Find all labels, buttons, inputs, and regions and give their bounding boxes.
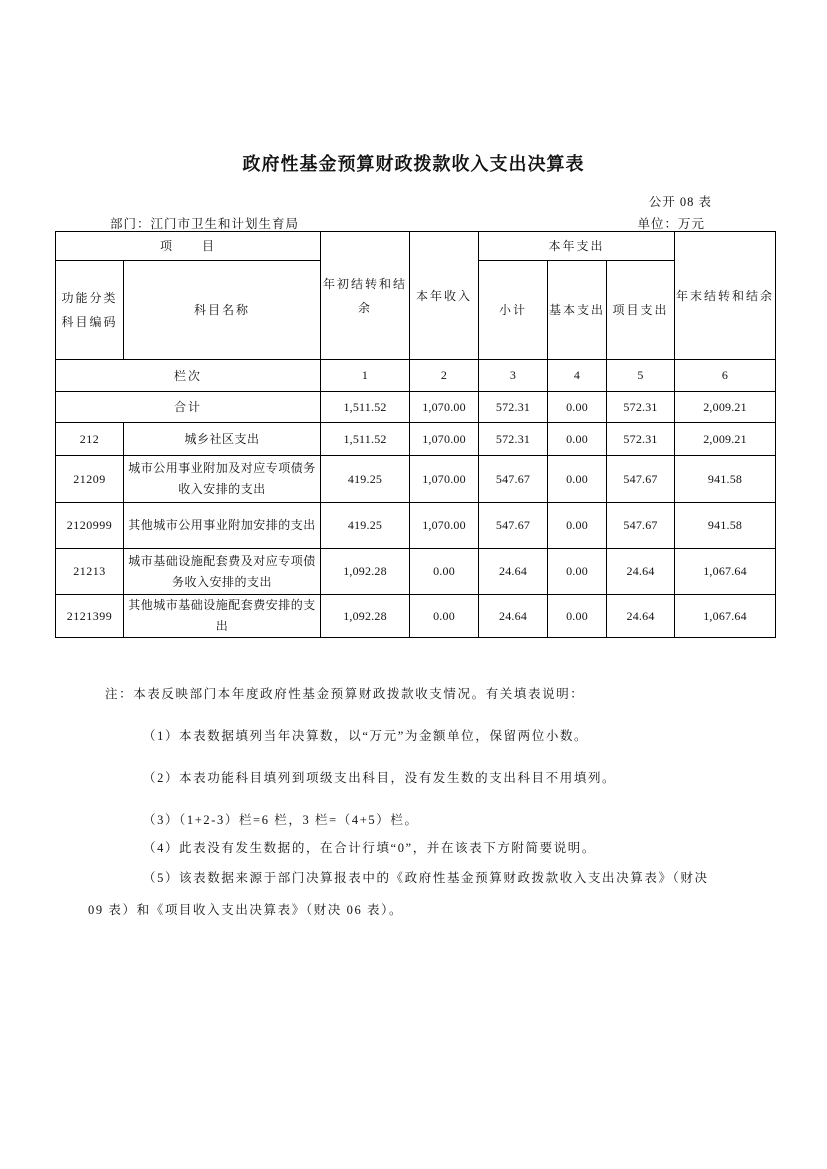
value-cell: 547.67 (607, 456, 675, 503)
code-cell: 2121399 (56, 595, 124, 638)
value-cell: 24.64 (607, 549, 675, 595)
header-current-expenditure-group: 本年支出 (479, 232, 675, 261)
value-cell: 1,070.00 (410, 423, 479, 456)
column-index-6: 6 (675, 360, 776, 392)
value-cell: 1,067.64 (675, 595, 776, 638)
note-item-5-continuation: 09 表）和《项目收入支出决算表》（财决 06 表）。 (88, 903, 404, 917)
total-row (56, 392, 776, 423)
column-index-label: 栏次 (56, 360, 321, 392)
value-cell: 0.00 (548, 595, 607, 638)
header-item-group: 项 目 (56, 232, 321, 261)
value-cell: 547.67 (607, 503, 675, 549)
column-index-2: 2 (410, 360, 479, 392)
note-item-3: （3）（1+2-3）栏=6 栏，3 栏=（4+5）栏。 (143, 813, 419, 827)
department-label: 部门：江门市卫生和计划生育局 (110, 217, 300, 231)
column-index-row (56, 360, 776, 392)
code-cell: 21209 (56, 456, 124, 503)
note-item-2: （2）本表功能科目填列到项级支出科目，没有发生数的支出科目不用填列。 (143, 771, 617, 785)
header-subtotal: 小计 (479, 261, 548, 360)
note-item-4: （4）此表没有发生数据的，在合计行填“0”，并在该表下方附简要说明。 (143, 841, 596, 855)
header-subject-name: 科目名称 (124, 261, 321, 360)
value-cell: 419.25 (321, 503, 410, 549)
code-cell: 212 (56, 423, 124, 456)
header-function-code: 功能分类科目编码 (56, 261, 124, 360)
value-cell: 0.00 (548, 549, 607, 595)
header-opening-balance: 年初结转和结余 (321, 232, 410, 360)
unit-label: 单位：万元 (637, 217, 705, 231)
header-closing-balance: 年末结转和结余 (675, 232, 776, 360)
value-cell: 572.31 (607, 423, 675, 456)
value-cell: 1,070.00 (410, 456, 479, 503)
note-intro: 注：本表反映部门本年度政府性基金预算财政拨款收支情况。有关填表说明： (105, 687, 585, 701)
value-cell: 0.00 (410, 549, 479, 595)
value-cell: 24.64 (607, 595, 675, 638)
value-cell: 941.58 (675, 503, 776, 549)
value-cell: 1,070.00 (410, 503, 479, 549)
value-cell: 419.25 (321, 456, 410, 503)
table-row (56, 549, 776, 595)
name-cell: 城乡社区支出 (124, 423, 321, 456)
table-row (56, 503, 776, 549)
header-current-income: 本年收入 (410, 232, 479, 360)
value-cell: 941.58 (675, 456, 776, 503)
table-row (56, 423, 776, 456)
column-index-1: 1 (321, 360, 410, 392)
total-label: 合计 (56, 392, 321, 423)
header-basic-expenditure: 基本支出 (548, 261, 607, 360)
name-cell: 城市基础设施配套费及对应专项债务收入安排的支出 (124, 549, 321, 595)
total-value-1: 1,511.52 (321, 392, 410, 423)
table-code-label: 公开 08 表 (648, 195, 712, 209)
column-index-3: 3 (479, 360, 548, 392)
value-cell: 0.00 (548, 456, 607, 503)
value-cell: 1,092.28 (321, 595, 410, 638)
value-cell: 547.67 (479, 503, 548, 549)
value-cell: 547.67 (479, 456, 548, 503)
total-value-2: 1,070.00 (410, 392, 479, 423)
budget-table (55, 231, 776, 638)
note-item-5: （5）该表数据来源于部门决算报表中的《政府性基金预算财政拨款收入支出决算表》（财决 (143, 871, 709, 885)
value-cell: 0.00 (410, 595, 479, 638)
total-value-6: 2,009.21 (675, 392, 776, 423)
note-item-1: （1）本表数据填列当年决算数，以“万元”为金额单位，保留两位小数。 (143, 729, 589, 743)
value-cell: 2,009.21 (675, 423, 776, 456)
total-value-4: 0.00 (548, 392, 607, 423)
table-row (56, 456, 776, 503)
column-index-4: 4 (548, 360, 607, 392)
code-cell: 21213 (56, 549, 124, 595)
value-cell: 1,067.64 (675, 549, 776, 595)
name-cell: 其他城市公用事业附加安排的支出 (124, 503, 321, 549)
table-row (56, 595, 776, 638)
value-cell: 24.64 (479, 595, 548, 638)
name-cell: 其他城市基础设施配套费安排的支出 (124, 595, 321, 638)
header-project-expenditure: 项目支出 (607, 261, 675, 360)
column-index-5: 5 (607, 360, 675, 392)
value-cell: 0.00 (548, 503, 607, 549)
page-title: 政府性基金预算财政拨款收入支出决算表 (242, 154, 585, 174)
header-row-1 (56, 232, 776, 261)
total-value-5: 572.31 (607, 392, 675, 423)
value-cell: 1,092.28 (321, 549, 410, 595)
total-value-3: 572.31 (479, 392, 548, 423)
code-cell: 2120999 (56, 503, 124, 549)
notes-section (88, 686, 768, 919)
value-cell: 0.00 (548, 423, 607, 456)
name-cell: 城市公用事业附加及对应专项债务收入安排的支出 (124, 456, 321, 503)
value-cell: 572.31 (479, 423, 548, 456)
value-cell: 1,511.52 (321, 423, 410, 456)
value-cell: 24.64 (479, 549, 548, 595)
